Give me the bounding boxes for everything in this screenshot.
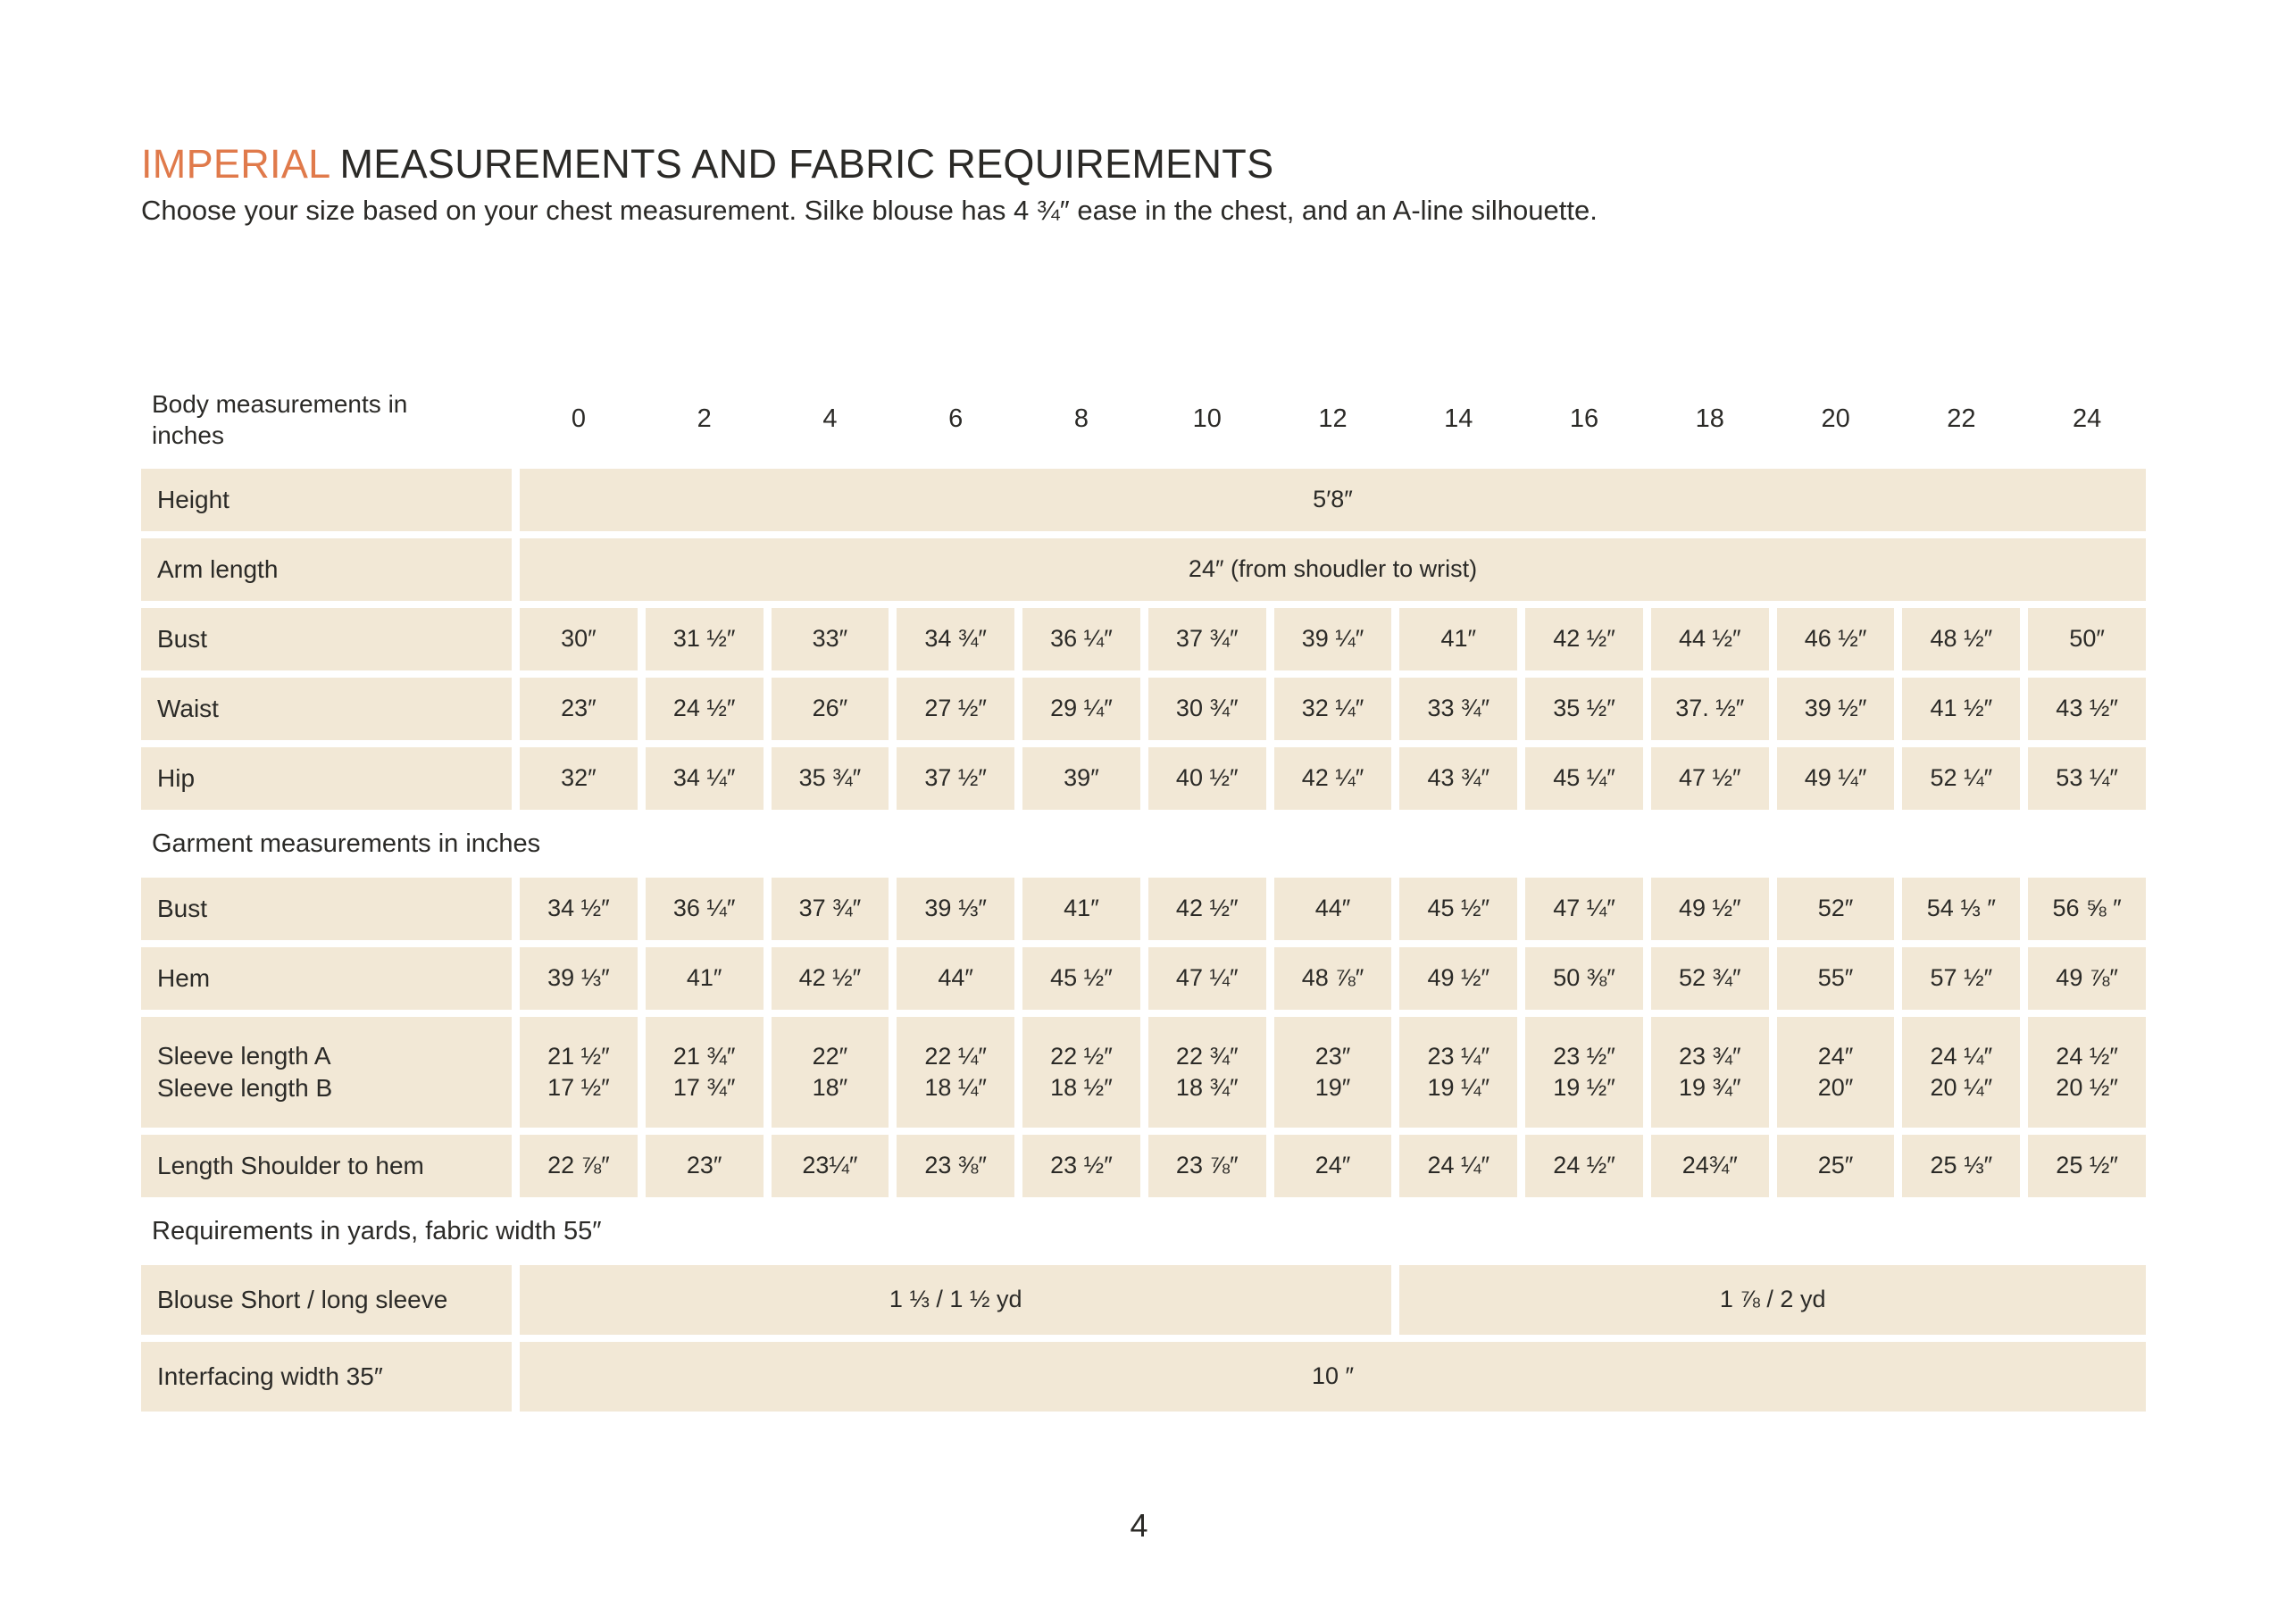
table-row — [141, 1017, 2146, 1128]
size-column-header: 22 — [1947, 404, 1976, 434]
table-row — [141, 878, 2146, 940]
value-cell: 40 ½″ — [1148, 747, 1266, 810]
row-label: Hip — [141, 747, 512, 810]
value-cell: 52″ — [1777, 878, 1895, 940]
value-cell: 23 ¾″ 19 ¾″ — [1651, 1017, 1769, 1128]
value-cell: 24 ½″ — [646, 678, 764, 740]
value-cell: 23 ½″ — [1022, 1135, 1140, 1197]
value-cell: 37 ¾″ — [772, 878, 889, 940]
value-cell: 22 ½″ 18 ½″ — [1022, 1017, 1140, 1128]
table-row — [141, 1204, 2146, 1258]
value-cell: 25 ⅓″ — [1902, 1135, 2020, 1197]
value-cell: 39 ¼″ — [1274, 608, 1392, 670]
value-cell: 23 ⅞″ — [1148, 1135, 1266, 1197]
value-cell: 24 ½″ — [1525, 1135, 1643, 1197]
value-cell: 23″ — [646, 1135, 764, 1197]
value-cell: 44 ½″ — [1651, 608, 1769, 670]
value-cell: 52 ¾″ — [1651, 947, 1769, 1010]
row-label: Length Shoulder to hem — [141, 1135, 512, 1197]
value-cell: 22 ¼″ 18 ¼″ — [897, 1017, 1014, 1128]
table-row — [141, 538, 2146, 601]
value-cell: 49 ⅞″ — [2028, 947, 2146, 1010]
size-column-header: 4 — [822, 404, 838, 434]
value-cell: 44″ — [897, 947, 1014, 1010]
value-cell: 55″ — [1777, 947, 1895, 1010]
table-row — [141, 1342, 2146, 1412]
size-column-header: 10 — [1192, 404, 1222, 434]
size-column-header: 16 — [1569, 404, 1599, 434]
value-cell: 33″ — [772, 608, 889, 670]
value-cell: 22 ⅞″ — [520, 1135, 638, 1197]
value-cell: 54 ⅓ ″ — [1902, 878, 2020, 940]
value-cell: 45 ¼″ — [1525, 747, 1643, 810]
value-cell: 49 ½″ — [1651, 878, 1769, 940]
value-cell: 27 ½″ — [897, 678, 1014, 740]
value-cell: 36 ¼″ — [646, 878, 764, 940]
value-cell: 36 ¼″ — [1022, 608, 1140, 670]
value-cell: 37 ½″ — [897, 747, 1014, 810]
row-label: Interfacing width 35″ — [141, 1342, 512, 1412]
value-cell: 23″ 19″ — [1274, 1017, 1392, 1128]
table-row — [141, 469, 2146, 531]
value-cell: 41″ — [646, 947, 764, 1010]
table-row — [141, 678, 2146, 740]
value-cell: 46 ½″ — [1777, 608, 1895, 670]
value-cell: 24″ — [1274, 1135, 1392, 1197]
size-column-header: 2 — [697, 404, 712, 434]
page-title-accent: IMPERIAL — [141, 141, 331, 187]
table-row — [141, 608, 2146, 670]
value-cell: 23″ — [520, 678, 638, 740]
page-number: 4 — [1130, 1507, 1148, 1544]
table-row — [141, 817, 2146, 870]
value-cell: 23 ½″ 19 ½″ — [1525, 1017, 1643, 1128]
size-column-header: 0 — [571, 404, 586, 434]
value-cell: 37 ¾″ — [1148, 608, 1266, 670]
merged-value-cell: 5′8″ — [520, 469, 2146, 531]
value-cell: 52 ¼″ — [1902, 747, 2020, 810]
value-cell: 33 ¾″ — [1399, 678, 1517, 740]
value-cell: 43 ½″ — [2028, 678, 2146, 740]
merged-value-cell: 1 ⅞ / 2 yd — [1399, 1265, 2146, 1335]
value-cell: 23¼″ — [772, 1135, 889, 1197]
value-cell: 21 ¾″ 17 ¾″ — [646, 1017, 764, 1128]
page-title-rest: MEASUREMENTS AND FABRIC REQUIREMENTS — [339, 141, 1274, 187]
value-cell: 42 ½″ — [772, 947, 889, 1010]
size-column-header: 24 — [2072, 404, 2102, 434]
row-label: Bust — [141, 878, 512, 940]
row-label: Height — [141, 469, 512, 531]
merged-value-cell: 1 ⅓ / 1 ½ yd — [520, 1265, 1391, 1335]
value-cell: 49 ¼″ — [1777, 747, 1895, 810]
value-cell: 41 ½″ — [1902, 678, 2020, 740]
table-row — [141, 379, 2146, 460]
value-cell: 34 ½″ — [520, 878, 638, 940]
value-cell: 21 ½″ 17 ½″ — [520, 1017, 638, 1128]
merged-value-cell: 24″ (from shoudler to wrist) — [520, 538, 2146, 601]
value-cell: 24″ 20″ — [1777, 1017, 1895, 1128]
value-cell: 53 ¼″ — [2028, 747, 2146, 810]
value-cell: 29 ¼″ — [1022, 678, 1140, 740]
value-cell: 35 ½″ — [1525, 678, 1643, 740]
page-subtitle: Choose your size based on your chest measurement. Silke blouse has 4 ¾″ ease in the chest, and an A-line silhouette. — [141, 195, 1598, 226]
value-cell: 57 ½″ — [1902, 947, 2020, 1010]
value-cell: 47 ¼″ — [1148, 947, 1266, 1010]
size-column-header: 14 — [1444, 404, 1473, 434]
size-column-header: 20 — [1821, 404, 1850, 434]
row-label: Bust — [141, 608, 512, 670]
value-cell: 45 ½″ — [1022, 947, 1140, 1010]
row-label: Blouse Short / long sleeve — [141, 1265, 512, 1335]
value-cell: 32″ — [520, 747, 638, 810]
row-label: Arm length — [141, 538, 512, 601]
value-cell: 50″ — [2028, 608, 2146, 670]
value-cell: 34 ¼″ — [646, 747, 764, 810]
value-cell: 37. ½″ — [1651, 678, 1769, 740]
value-cell: 44″ — [1274, 878, 1392, 940]
value-cell: 49 ½″ — [1399, 947, 1517, 1010]
value-cell: 47 ¼″ — [1525, 878, 1643, 940]
value-cell: 35 ¾″ — [772, 747, 889, 810]
value-cell: 34 ¾″ — [897, 608, 1014, 670]
size-column-header: 18 — [1695, 404, 1724, 434]
value-cell: 41″ — [1399, 608, 1517, 670]
value-cell: 42 ¼″ — [1274, 747, 1392, 810]
value-cell: 42 ½″ — [1525, 608, 1643, 670]
value-cell: 43 ¾″ — [1399, 747, 1517, 810]
value-cell: 24¾″ — [1651, 1135, 1769, 1197]
value-cell: 42 ½″ — [1148, 878, 1266, 940]
value-cell: 39 ½″ — [1777, 678, 1895, 740]
measurement-table — [141, 379, 2146, 1419]
value-cell: 48 ½″ — [1902, 608, 2020, 670]
value-cell: 30 ¾″ — [1148, 678, 1266, 740]
table-row — [141, 747, 2146, 810]
value-cell: 22″ 18″ — [772, 1017, 889, 1128]
value-cell: 23 ¼″ 19 ¼″ — [1399, 1017, 1517, 1128]
value-cell: 50 ⅜″ — [1525, 947, 1643, 1010]
value-cell: 31 ½″ — [646, 608, 764, 670]
table-row — [141, 947, 2146, 1010]
section-heading: Garment measurements in inches — [152, 829, 541, 858]
size-column-header: 8 — [1073, 404, 1089, 434]
table-row — [141, 1265, 2146, 1335]
value-cell: 26″ — [772, 678, 889, 740]
page-title — [141, 141, 1273, 187]
row-label: Sleeve length A Sleeve length B — [141, 1017, 512, 1128]
value-cell: 24 ½″ 20 ½″ — [2028, 1017, 2146, 1128]
size-column-header: 12 — [1318, 404, 1348, 434]
value-cell: 39″ — [1022, 747, 1140, 810]
table-row — [141, 1135, 2146, 1197]
value-cell: 25 ½″ — [2028, 1135, 2146, 1197]
value-cell: 48 ⅞″ — [1274, 947, 1392, 1010]
row-label: Waist — [141, 678, 512, 740]
value-cell: 47 ½″ — [1651, 747, 1769, 810]
value-cell: 39 ⅓″ — [520, 947, 638, 1010]
table-corner-label: Body measurements in inches — [152, 390, 408, 449]
value-cell: 41″ — [1022, 878, 1140, 940]
value-cell: 24 ¼″ — [1399, 1135, 1517, 1197]
section-heading: Requirements in yards, fabric width 55″ — [152, 1216, 602, 1245]
value-cell: 56 ⅝ ″ — [2028, 878, 2146, 940]
value-cell: 39 ⅓″ — [897, 878, 1014, 940]
merged-value-cell: 10 ″ — [520, 1342, 2146, 1412]
value-cell: 45 ½″ — [1399, 878, 1517, 940]
value-cell: 30″ — [520, 608, 638, 670]
row-label: Hem — [141, 947, 512, 1010]
value-cell: 24 ¼″ 20 ¼″ — [1902, 1017, 2020, 1128]
value-cell: 23 ⅜″ — [897, 1135, 1014, 1197]
value-cell: 22 ¾″ 18 ¾″ — [1148, 1017, 1266, 1128]
value-cell: 32 ¼″ — [1274, 678, 1392, 740]
value-cell: 25″ — [1777, 1135, 1895, 1197]
size-column-header: 6 — [948, 404, 964, 434]
